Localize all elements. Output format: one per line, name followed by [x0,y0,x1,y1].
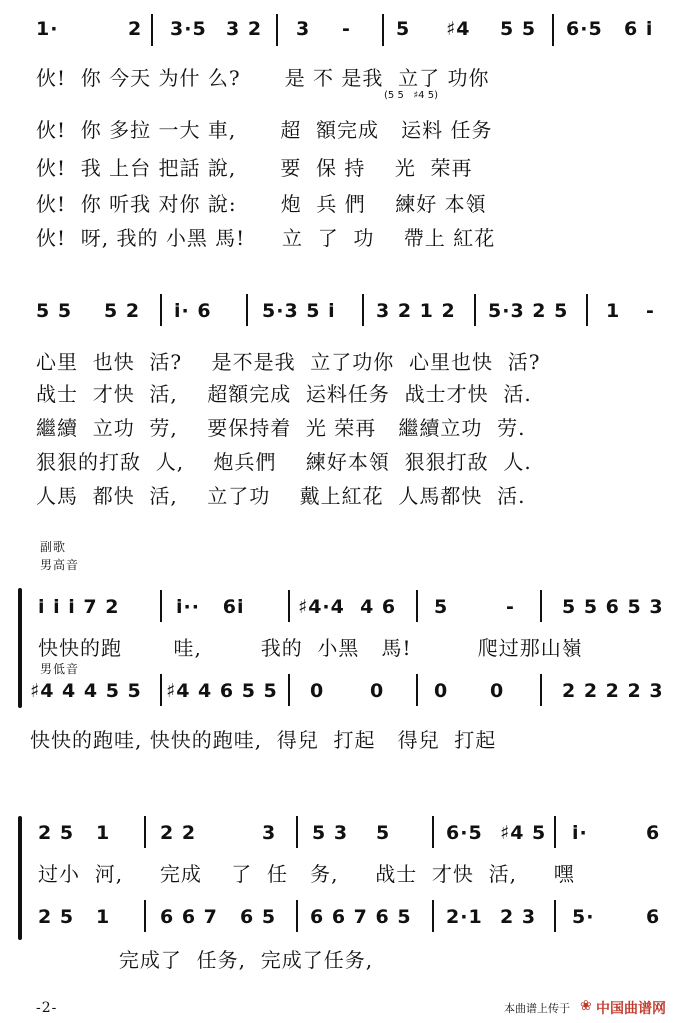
lyric-line: 完成了 任务, 完成了任务, [38,948,374,972]
barline [362,294,364,326]
barline [160,294,162,326]
lyric-line: 伙! 我 上台 把話 說, 要 保 持 光 荣再 [36,156,473,180]
note: 1 [96,906,111,928]
note: 5·3 2 5 [488,300,569,322]
barline [151,14,153,46]
note: 3 [296,18,311,40]
barline [160,590,162,622]
note: 6 6 7 [160,906,218,928]
lyric-line: 战士 才快 活, 超額完成 运料任务 战士才快 活. [36,382,532,406]
lyric-line: 伙! 你 多拉 一大 車, 超 額完成 运料 任务 [36,118,493,142]
note: i·· 6i [176,596,245,618]
barline [540,590,542,622]
note: 0 [370,680,385,702]
lyric-line: 伙! 你 今天 为什 么? 是 不 是我 立了 功你 [36,66,490,90]
note: - [342,18,351,40]
barline [382,14,384,46]
note: 1· [36,18,59,40]
note: 3 2 1 2 [376,300,456,322]
note: 6·5 [446,822,483,844]
upload-note: 本曲谱上传于 [504,1002,570,1015]
barline [586,294,588,326]
note: 0 [490,680,505,702]
note: 5 [376,822,391,844]
lyric-line: 过小 河, 完成 了 任 务, 战士 才快 活, 嘿 [38,862,575,886]
lyric-line: 快快的跑哇, 快快的跑哇, 得兒 打起 得兒 打起 [30,728,497,752]
lyric-line: 人馬 都快 活, 立了功 戴上紅花 人馬都快 活. [36,484,526,508]
note: 2 3 [500,906,537,928]
barline [160,674,162,706]
note: 3 [262,822,277,844]
note: 1 [606,300,621,322]
note: i i i 7 2 [38,596,120,618]
note: 2·1 [446,906,483,928]
note: 5 5 [36,300,73,322]
note: 6 [646,822,661,844]
note: 5 [434,596,449,618]
note: 5 3 [312,822,349,844]
lyric-line: 心里 也快 活? 是不是我 立了功你 心里也快 活? [36,350,541,374]
note: ♯4 [446,18,471,40]
note: 5·3 5 i [262,300,336,322]
barline [554,900,556,932]
barline [416,590,418,622]
note: 6 [646,906,661,928]
note: 0 [310,680,325,702]
barline [416,674,418,706]
lyric-line: 快快的跑 哇, 我的 小黑 馬! 爬过那山嶺 [38,636,583,660]
barline [540,674,542,706]
lyric-line: 伙! 你 听我 对你 說: 炮 兵 們 練好 本領 [36,192,487,216]
lyric-line: 伙! 呀, 我的 小黑 馬! 立 了 功 帶上 紅花 [36,226,496,250]
bass-label: 男低音 [40,662,80,676]
note: 2 2 [160,822,197,844]
note: ♯4 5 [500,822,547,844]
barline [554,816,556,848]
note: 2 5 [38,822,75,844]
note: 1 [96,822,111,844]
note: 2 5 [38,906,75,928]
system-brace [18,816,22,940]
note: 5 2 [104,300,141,322]
chorus-label: 副歌 [40,540,67,554]
lyric-line: 狠狠的打敌 人, 炮兵們 練好本領 狠狠打敌 人. [36,450,532,474]
note: 2 2 2 2 3 [562,680,664,702]
barline [144,816,146,848]
note: 5 [396,18,411,40]
note: 2 [128,18,143,40]
site-logo: 中国曲谱网 [596,1001,666,1017]
note: i· [572,822,588,844]
note: 6 i [624,18,654,40]
barline [276,14,278,46]
system-brace [18,588,22,708]
note: 6 5 [240,906,277,928]
note: i· 6 [174,300,212,322]
note: 5 5 6 5 3 [562,596,664,618]
note: ♯4 4 4 5 5 [30,680,142,702]
barline [432,900,434,932]
barline [432,816,434,848]
barline [474,294,476,326]
note: 5 5 [500,18,537,40]
note: 5· [572,906,595,928]
note: - [506,596,515,618]
note: 6·5 [566,18,603,40]
note: 0 [434,680,449,702]
note: - [646,300,655,322]
tenor-label: 男高音 [40,558,80,572]
lyric-line: 繼續 立功 劳, 要保持着 光 荣再 繼續立功 劳. [36,416,526,440]
barline [246,294,248,326]
alt-notes: (5 5 ♯4 5) [384,90,438,101]
note: 3 2 [226,18,263,40]
barline [144,900,146,932]
barline [552,14,554,46]
barline [296,900,298,932]
page-number: -2- [36,1000,58,1016]
barline [288,674,290,706]
barline [296,816,298,848]
note: ♯4 4 6 5 5 [166,680,278,702]
barline [288,590,290,622]
logo-icon: ❀ [580,998,592,1014]
note: 3·5 [170,18,207,40]
note: ♯4·4 4 6 [298,596,397,618]
note: 6 6 7 6 5 [310,906,412,928]
